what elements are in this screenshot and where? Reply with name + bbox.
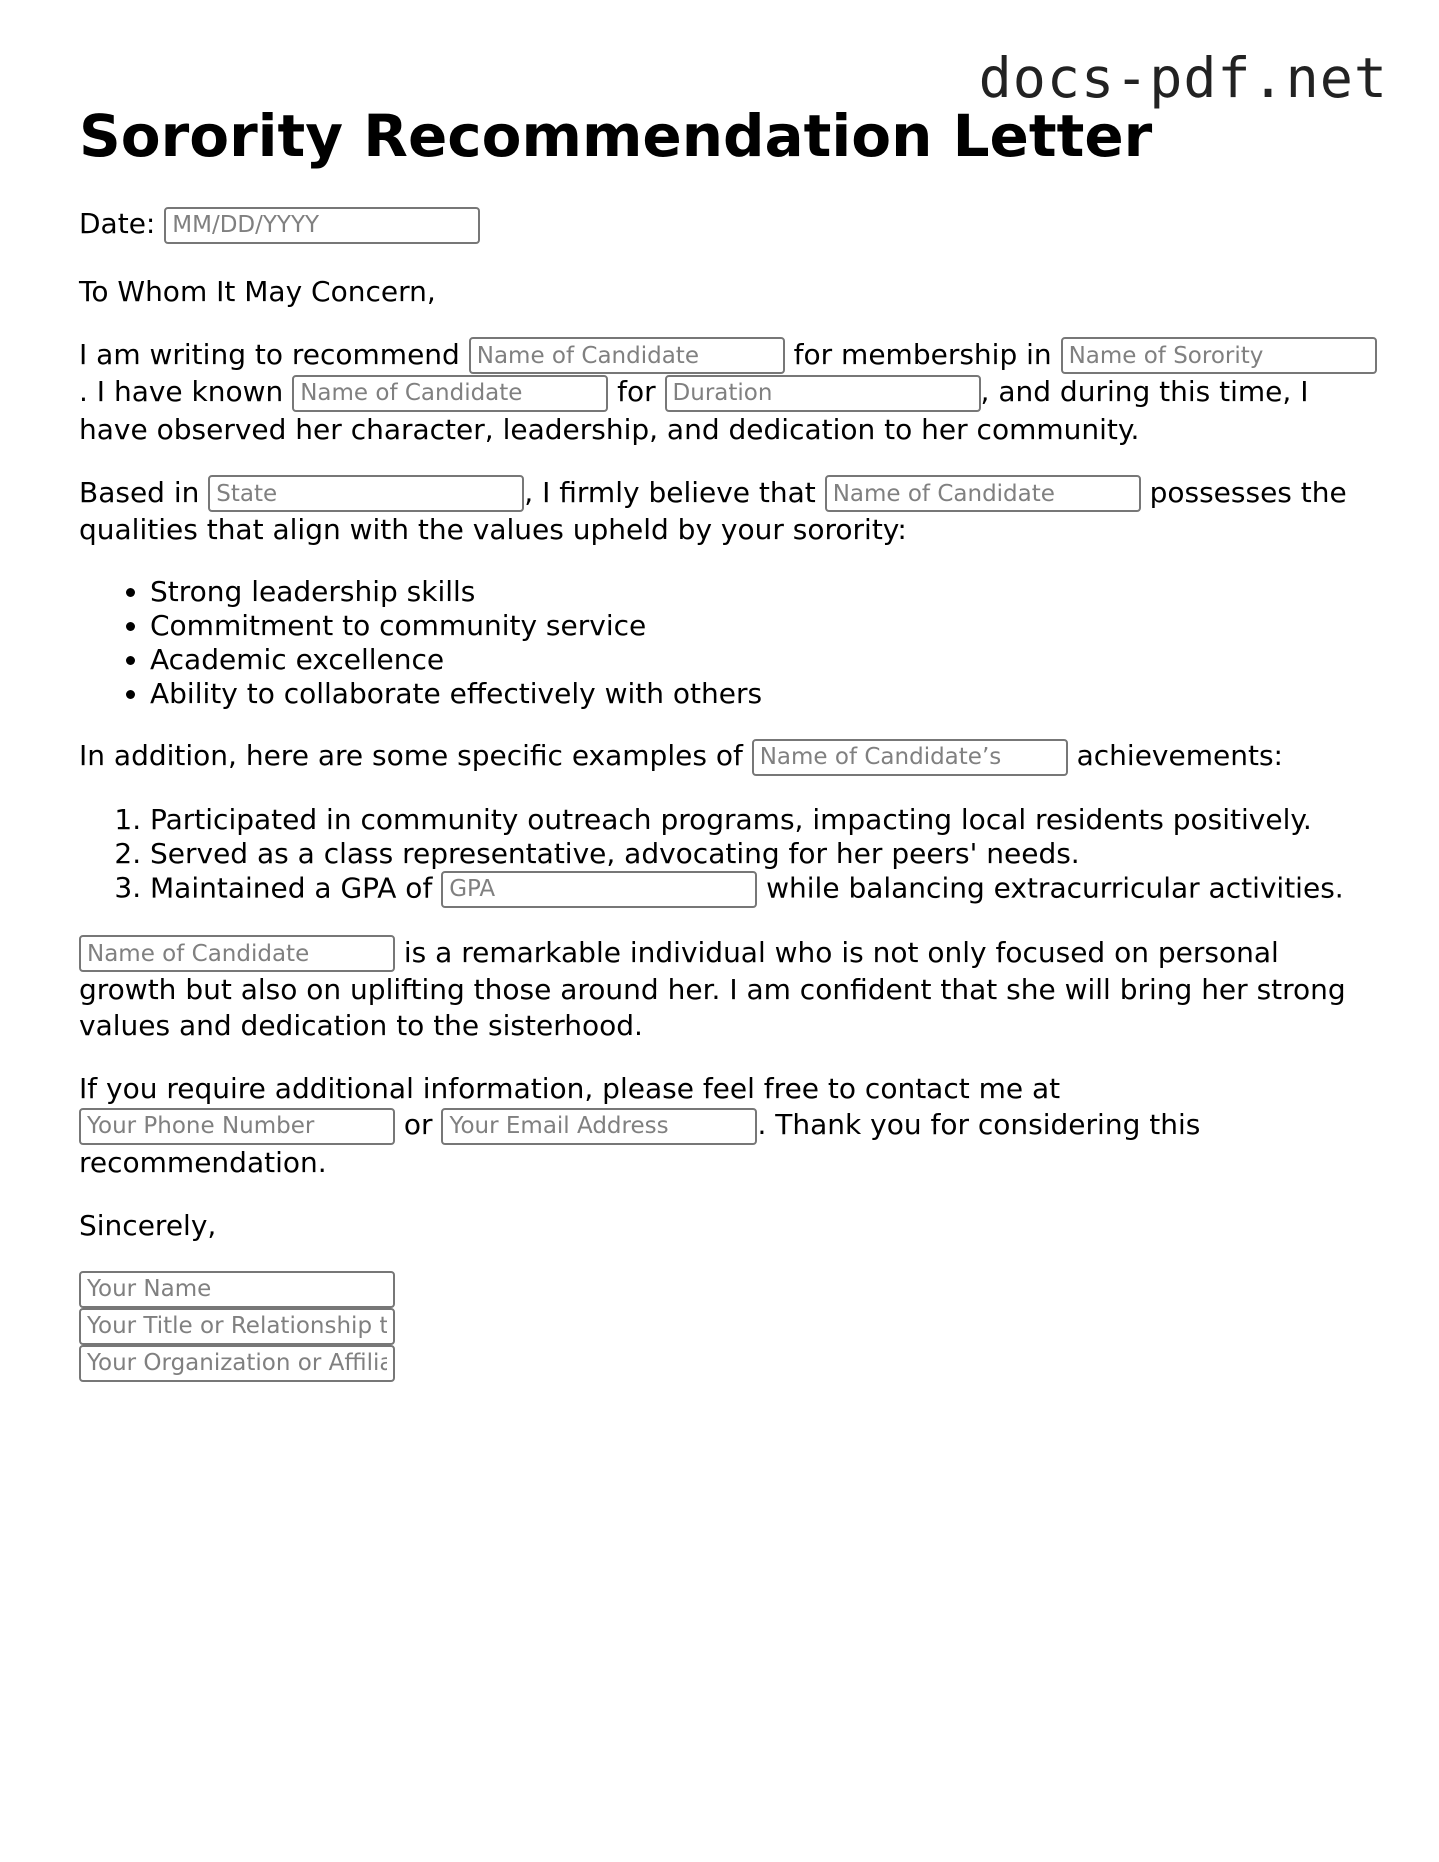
intro-text-3: . I have known [79, 375, 284, 408]
remarkable-paragraph [79, 935, 1379, 1045]
intro-text-2: for membership in [793, 337, 1052, 371]
based-paragraph [79, 475, 1379, 549]
list-item: • Commitment to community service [150, 609, 1379, 643]
contact-text-3: . Thank you for considering this recommendation. [79, 1108, 1201, 1179]
contact-text-2: or [403, 1108, 433, 1141]
state-field[interactable] [208, 475, 524, 512]
your-name-field[interactable] [79, 1271, 395, 1308]
addition-text-1: In addition, here are some specific examples of [79, 739, 743, 772]
date-field[interactable] [164, 207, 480, 244]
email-field[interactable] [441, 1108, 757, 1145]
contact-paragraph [79, 1071, 1379, 1181]
salutation: To Whom It May Concern, [79, 274, 436, 308]
letter-page [79, 96, 1379, 1382]
candidate-name-field-4[interactable] [79, 935, 395, 972]
intro-text-5: , [980, 375, 990, 408]
intro-text-1: I am writing to recommend [79, 337, 460, 371]
duration-field[interactable] [665, 375, 981, 412]
page-title: Sorority Recommendation Letter [79, 102, 1153, 170]
list-item: • Academic excellence [150, 643, 1379, 677]
candidate-name-field[interactable] [469, 337, 785, 374]
achievements-list [79, 803, 1379, 908]
your-title-field[interactable] [79, 1308, 395, 1345]
sorority-name-field[interactable] [1061, 337, 1377, 374]
intro-paragraph [79, 337, 1379, 448]
contact-text-1: If you require additional information, please feel free to contact me at [79, 1072, 1061, 1105]
phone-field[interactable] [79, 1108, 395, 1145]
list-item [150, 871, 1379, 908]
qualities-list [79, 575, 1379, 711]
candidate-possessive-field[interactable] [752, 739, 1068, 776]
list-item: • Ability to collaborate effectively with others [150, 677, 1379, 711]
list-item: 2. Served as a class representative, advocating for her peers' needs. [150, 837, 1379, 871]
list-item: • Strong leadership skills [150, 575, 1379, 609]
date-label: Date: [79, 207, 156, 240]
remarkable-text: is a remarkable individual who is not only focused on personal growth but also on uplifting those around her. I am confident that she will bring her strong values and dedication to the sisterhood. [79, 935, 1346, 1042]
candidate-name-field-2[interactable] [292, 375, 608, 412]
gpa-text-2: while balancing extracurricular activities. [766, 871, 1344, 904]
addition-paragraph [79, 738, 1379, 776]
based-text-3: possesses the qualities that align with the values upheld by your sorority: [79, 475, 1347, 546]
based-text-1: Based in [79, 475, 200, 509]
intro-text-6: and during this time, I have observed her character, leadership, and dedication to her community. [79, 375, 1309, 446]
addition-text-2: achievements: [1076, 739, 1283, 772]
intro-text-4: for [617, 375, 656, 408]
closing: Sincerely, [79, 1208, 217, 1242]
gpa-field[interactable] [441, 871, 757, 908]
based-text-2: , I firmly believe that [524, 475, 816, 509]
list-item: 1. Participated in community outreach programs, impacting local residents positively. [150, 803, 1379, 837]
candidate-name-field-3[interactable] [825, 475, 1141, 512]
watermark: docs-pdf.net [978, 46, 1388, 110]
date-row [79, 206, 1379, 244]
gpa-text-1: Maintained a GPA of [150, 871, 433, 904]
your-organization-field[interactable] [79, 1345, 395, 1382]
signature-block [79, 1271, 1379, 1382]
